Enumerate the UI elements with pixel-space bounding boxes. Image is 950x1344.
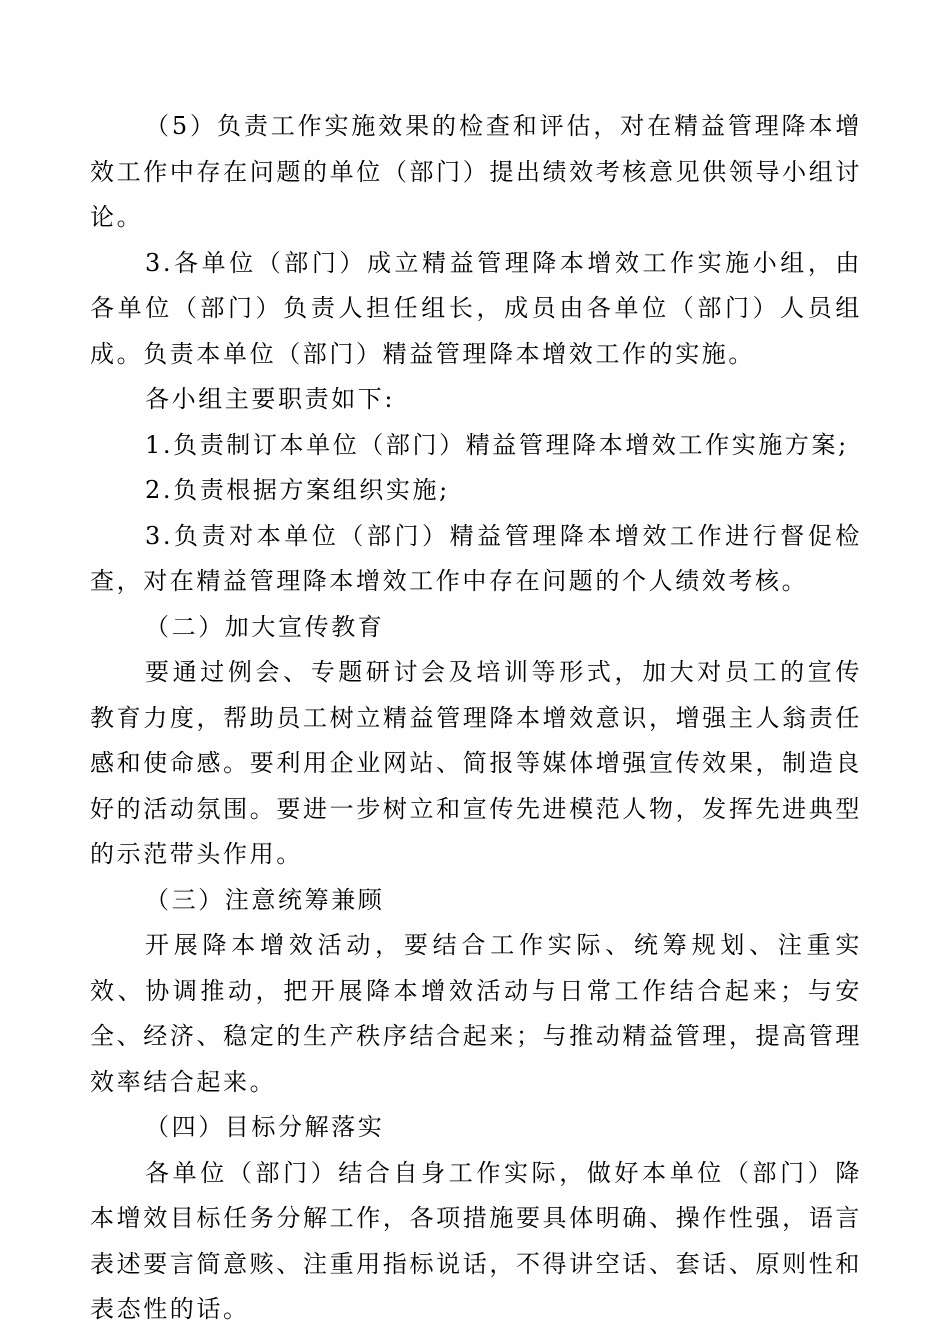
paragraph-item-5-evaluation: （5）负责工作实施效果的检查和评估，对在精益管理降本增效工作中存在问题的单位（部门）提出绩效考核意见供领导小组讨论。 <box>90 112 862 231</box>
paragraph-group-duties-intro: 各小组主要职责如下: <box>145 385 396 413</box>
paragraph-implementation-groups: 3.各单位（部门）成立精益管理降本增效工作实施小组，由各单位（部门）负责人担任组长，成员由各单位（部门）人员组成。负责本单位（部门）精益管理降本增效工作的实施。 <box>90 248 862 368</box>
paragraph-target-breakdown: 各单位（部门）结合自身工作实际，做好本单位（部门）降本增效目标任务分解工作，各项措施要具体明确、操作性强，语言表述要言简意赅、注重用指标说话，不得讲空话、套话、原则性和表态性的话。 <box>90 1158 862 1323</box>
section-heading-coordination: （三）注意统筹兼顾 <box>145 885 385 914</box>
section-heading-target-breakdown: （四）目标分解落实 <box>145 1113 385 1141</box>
paragraph-coordination: 开展降本增效活动，要结合工作实际、统筹规划、注重实效、协调推动，把开展降本增效活动与日常工作结合起来；与安全、经济、稳定的生产秩序结合起来；与推动精益管理，提高管理效率结合起来。 <box>90 931 862 1096</box>
paragraph-duty-2: 2.负责根据方案组织实施; <box>145 476 450 504</box>
paragraph-duty-3: 3.负责对本单位（部门）精益管理降本增效工作进行督促检查，对在精益管理降本增效工作中存在问题的个人绩效考核。 <box>90 521 862 595</box>
paragraph-publicity: 要通过例会、专题研讨会及培训等形式，加大对员工的宣传教育力度，帮助员工树立精益管理降本增效意识，增强主人翁责任感和使命感。要利用企业网站、简报等媒体增强宣传效果，制造良好的活动氛围。要进一步树立和宣传先进模范人物，发挥先进典型的示范带头作用。 <box>90 658 862 868</box>
paragraph-duty-1: 1.负责制订本单位（部门）精益管理降本增效工作实施方案; <box>145 430 849 459</box>
document-page <box>90 104 862 1333</box>
section-heading-publicity: （二）加大宣传教育 <box>145 612 385 641</box>
